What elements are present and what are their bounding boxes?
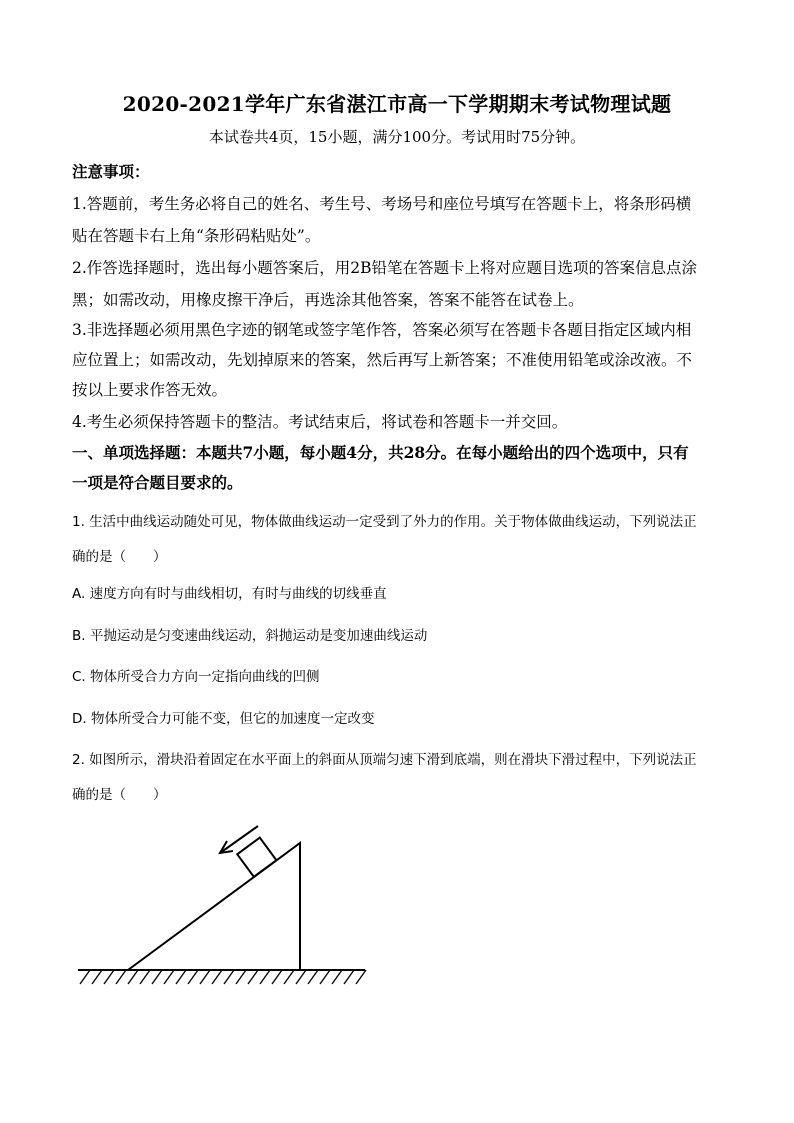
- slider-block: [237, 838, 276, 877]
- q1-option-b: B. 平抛运动是匀变速曲线运动，斜抛运动是变加速曲线运动: [72, 628, 428, 644]
- notice-line: 应位置上；如需改动，先划掉原来的答案，然后再写上新答案；不准使用铅笔或涂改液。不: [72, 351, 693, 369]
- q2-stem: 确的是（ ）: [72, 787, 167, 803]
- page-subtitle: 本试卷共4页，15小题，满分100分。考试用时75分钟。: [208, 128, 586, 146]
- notice-line: 1.答题前，考生务必将自己的姓名、考生号、考场号和座位号填写在答题卡上，将条形码横: [72, 195, 692, 213]
- q1-stem: 1. 生活中曲线运动随处可见，物体做曲线运动一定受到了外力的作用。关于物体做曲线运动，下列说法正: [72, 514, 697, 530]
- section-heading: 一、单项选择题：本题共7小题，每小题4分，共28分。在每小题给出的四个选项中，只有: [72, 443, 689, 462]
- notice-line: 4.考生必须保持答题卡的整洁。考试结束后，将试卷和答题卡一并交回。: [72, 413, 568, 431]
- ground-hatching: [80, 970, 366, 984]
- notice-line: 黑；如需改动，用橡皮擦干净后，再选涂其他答案，答案不能答在试卷上。: [72, 291, 584, 309]
- notice-line: 按以上要求作答无效。: [72, 381, 228, 399]
- q1-option-d: D. 物体所受合力可能不变，但它的加速度一定改变: [72, 711, 375, 727]
- incline-figure: [70, 818, 370, 993]
- q1-stem: 确的是（ ）: [72, 549, 167, 565]
- page-title: 2020-2021学年广东省湛江市高一下学期期末考试物理试题: [122, 92, 672, 116]
- q1-option-c: C. 物体所受合力方向一定指向曲线的凹侧: [72, 669, 320, 685]
- notice-line: 贴在答题卡右上角“条形码粘贴处”。: [72, 227, 321, 245]
- notice-line: 2.作答选择题时，选出每小题答案后，用2B铅笔在答题卡上将对应题目选项的答案信息点涂: [72, 259, 698, 277]
- q2-stem: 2. 如图所示，滑块沿着固定在水平面上的斜面从顶端匀速下滑到底端，则在滑块下滑过程中，下列说法正: [72, 752, 697, 768]
- notice-line: 3.非选择题必须用黑色字迹的钢笔或签字笔作答，答案必须写在答题卡各题目指定区域内相: [72, 321, 692, 339]
- notice-heading: 注意事项：: [72, 162, 150, 181]
- q1-option-a: A. 速度方向有时与曲线相切，有时与曲线的切线垂直: [72, 586, 387, 602]
- section-heading: 一项是符合题目要求的。: [72, 473, 243, 492]
